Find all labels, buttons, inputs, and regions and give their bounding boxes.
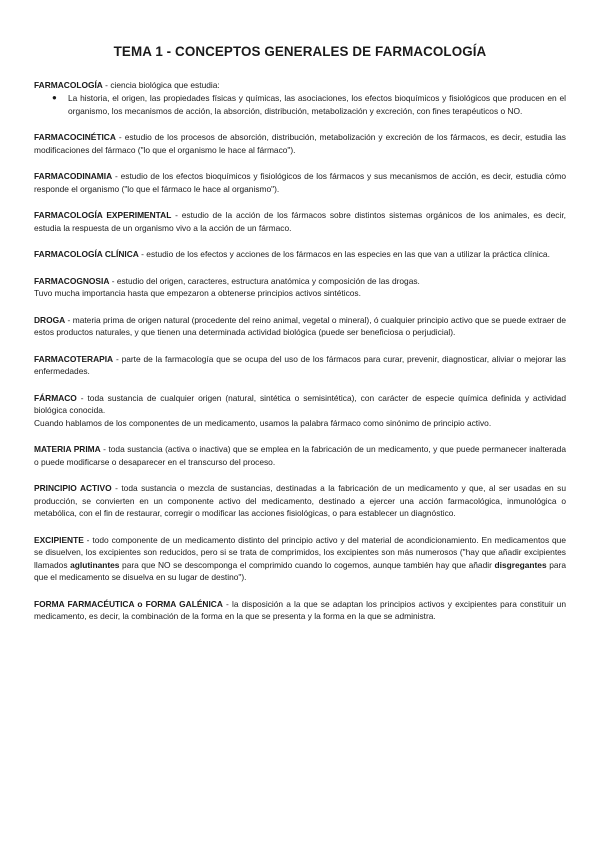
separator: - xyxy=(222,598,232,609)
entry-farmacoterapia xyxy=(34,353,566,378)
definition-text xyxy=(34,353,566,378)
term: FARMACOLOGÍA EXPERIMENTAL xyxy=(34,210,172,221)
separator: - xyxy=(171,210,182,221)
term: FORMA FARMACÉUTICA o FORMA GALÉNICA xyxy=(34,598,223,609)
definition-text xyxy=(34,534,566,584)
term: DROGA xyxy=(34,315,66,325)
entry-farmacologia-experimental xyxy=(34,209,566,234)
definition: ciencia biológica que estudia: xyxy=(110,80,220,90)
definition: estudio de los procesos de absorción, distribución, metabolización y excreción de los fármacos, es decir, estudia las modificaciones del fármaco ("lo que el organismo le hace al fármaco"). xyxy=(34,132,566,155)
definition-text xyxy=(34,443,566,468)
separator: - xyxy=(111,483,122,494)
term: FARMACOLOGÍA CLÍNICA xyxy=(34,249,139,260)
entry-principio-activo xyxy=(34,482,566,519)
entry-materia-prima xyxy=(34,443,566,468)
separator: - xyxy=(102,80,111,90)
definition-text xyxy=(34,79,566,91)
definition: estudio de los efectos y acciones de los fármacos en las especies en las que van a utilizar la práctica clínica. xyxy=(146,249,550,260)
term: FARMACOTERAPIA xyxy=(34,354,114,364)
separator: - xyxy=(112,171,121,182)
term: FARMACODINAMIA xyxy=(34,171,113,182)
definition: estudio de la acción de los fármacos sobre distintos sistemas orgánicos de los animales, es decir, estudia la respuesta de un organismo vivo a la acción de un fármaco. xyxy=(34,210,566,233)
definition-text xyxy=(34,170,566,195)
separator: - xyxy=(113,354,122,364)
definition: estudio de los efectos bioquímicos y fisiológicos de los fármacos y sus mecanismos de acción, es decir, estudia cómo responde el organismo ("lo que el fármaco le hace al organismo"). xyxy=(34,171,566,194)
separator: - xyxy=(76,393,88,403)
definition-text xyxy=(34,248,566,260)
definition: materia prima de origen natural (procedente del reino animal, vegetal o mineral), ó cualquier principio activo que se puede extraer de estos productos naturales, y que tienen una determinada actividad biológica (puede ser beneficiosa o perjudicial). xyxy=(34,315,566,338)
separator: - xyxy=(83,534,93,545)
definition-text xyxy=(34,275,566,287)
entry-farmacodinamia xyxy=(34,170,566,195)
definition-text xyxy=(34,392,566,417)
separator: - xyxy=(109,276,117,286)
bullet-dot-icon: ● xyxy=(52,93,57,103)
extra-text: Cuando hablamos de los componentes de un medicamento, usamos la palabra fármaco como sinónimo de principio activo. xyxy=(34,417,492,428)
list-item xyxy=(52,92,566,117)
document-page xyxy=(34,44,566,637)
bold-keyword: disgregantes xyxy=(494,559,547,570)
term: FARMACOLOGÍA xyxy=(34,80,103,90)
definition: toda sustancia de cualquier origen (natural, sintética o semisintética), con carácter de especie química definida y actividad biológica conocida. xyxy=(34,393,566,416)
entry-excipiente xyxy=(34,534,566,584)
definition-text xyxy=(34,482,566,519)
separator: - xyxy=(65,315,73,325)
term: FÁRMACO xyxy=(34,393,77,403)
entry-forma-farmaceutica xyxy=(34,598,566,623)
bullet-text: La historia, el origen, las propiedades físicas y químicas, las asociaciones, los efectos bioquímicos y fisiológicos que producen en el organismo, los mecanismos de acción, la absorción, distribución, metabolización y excreción, con fines terapéuticos o NO. xyxy=(68,93,566,116)
definition-part: para que el medicamento se disuelva en su lugar de destino"). xyxy=(34,559,567,583)
definition-text xyxy=(34,598,566,623)
entry-farmacologia xyxy=(34,79,566,117)
entry-farmacologia-clinica xyxy=(34,248,566,260)
definition: toda sustancia (activa o inactiva) que se emplea en la fabricación de un medicamento, y que puede permanecer inalterada o puede modificarse o desaparecer en el transcurso del proceso. xyxy=(34,444,566,467)
definition-text xyxy=(34,314,566,339)
entry-droga xyxy=(34,314,566,339)
entry-farmacognosia xyxy=(34,275,566,300)
separator: - xyxy=(138,249,147,260)
bullet-list xyxy=(34,92,566,117)
definition: parte de la farmacología que se ocupa del uso de los fármacos para curar, prevenir, diagnosticar, aliviar o mejorar las enfermedades. xyxy=(34,354,566,377)
definition: la disposición a la que se adaptan los principios activos y excipientes para constituir un medicamento, es decir, la combinación de la forma en la que se presenta y la forma en la que se administra. xyxy=(34,598,566,622)
definition-text xyxy=(34,209,566,234)
entry-farmaco xyxy=(34,392,566,429)
separator: - xyxy=(115,132,125,143)
entry-farmacocinetica xyxy=(34,131,566,156)
term: PRINCIPIO ACTIVO xyxy=(34,483,112,494)
extra-text: Tuvo mucha importancia hasta que empezaron a obtenerse principios activos sintéticos. xyxy=(34,288,361,299)
definition-part: para que NO se descomponga el comprimido cuando lo cogemos, aunque también hay que añadir xyxy=(119,559,495,570)
term: FARMACOGNOSIA xyxy=(34,276,110,286)
term: FARMACOCINÉTICA xyxy=(34,132,116,143)
definition: toda sustancia o mezcla de sustancias, destinadas a la fabricación de un medicamento y que, al ser usadas en su producción, se convierten en un componente activo del medicamento, destinado a ejercer una acción farmacológica, inmunológica o metabólica, con el fin de restaurar, corregir o modificar las acciones fisiológicas, o para establecer un diagnóstico. xyxy=(34,483,567,519)
term: MATERIA PRIMA xyxy=(34,444,101,455)
separator: - xyxy=(100,444,109,455)
definition-part: todo componente de un medicamento distinto del principio activo y del material de acondicionamiento. En medicamentos que se disuelven, los excipientes son reducidos, pero si se trata de comprimidos, los excipientes son más numerosos ("hay que añadir excipientes llamados xyxy=(34,534,566,570)
definition: estudio del origen, caracteres, estructura anatómica y composición de las drogas. xyxy=(116,276,420,286)
term: EXCIPIENTE xyxy=(34,534,84,545)
page-title: TEMA 1 - CONCEPTOS GENERALES DE FARMACOLOGÍA xyxy=(113,44,487,59)
definition-text xyxy=(34,131,566,156)
bold-keyword: aglutinantes xyxy=(70,559,120,570)
